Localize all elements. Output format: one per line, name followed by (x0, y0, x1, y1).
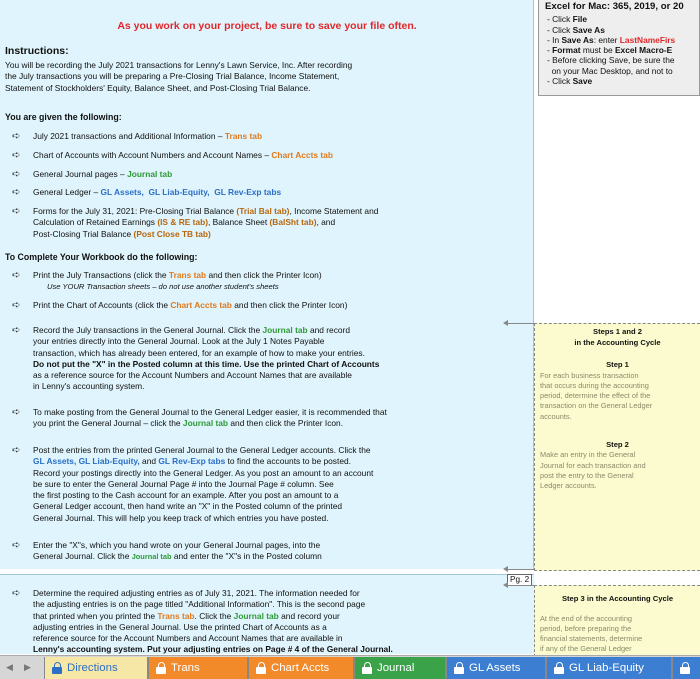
step-text: reference source for the Account Numbers and Account Names that are available in (33, 633, 343, 644)
lock-icon (454, 662, 464, 674)
trans-tab-link[interactable]: Trans tab (157, 610, 195, 621)
step2-line: Journal for each transaction and (540, 460, 646, 470)
instructions-text (5, 60, 445, 94)
save-box-text: LastNameFirs (619, 34, 676, 45)
save-box-text: - Before clicking Save, be sure the (547, 55, 675, 66)
given-heading: You are given the following: (5, 112, 122, 122)
arrow-bullet-icon: ➪ (12, 325, 21, 336)
given-item-text: , Income Statement and (289, 206, 379, 217)
step-text: you print the General Journal – click the (33, 418, 183, 429)
arrow-bullet-icon: ➪ (12, 445, 21, 456)
chart-accts-tab-link[interactable]: Chart Accts tab (170, 300, 232, 310)
tab-label: Chart Accts (271, 662, 330, 674)
journal-tab-link[interactable]: Journal tab (131, 552, 172, 562)
tab-journal[interactable] (354, 657, 446, 679)
save-box-text: - In (547, 34, 562, 45)
connector-arrow-icon (503, 582, 508, 588)
connector-line (507, 323, 535, 324)
tab-directions[interactable] (44, 657, 148, 679)
step-text: Enter the "X"s, which you hand wrote on your General Journal pages, into the (33, 540, 321, 550)
arrow-bullet-icon: ➪ (12, 540, 21, 551)
page2-panel (0, 574, 534, 654)
step-text: General Journal. This will help you keep track of which entries you have posted. (33, 512, 329, 523)
lock-icon (52, 662, 62, 674)
lock-icon (362, 662, 372, 674)
tab-gl-liab-equity[interactable] (546, 657, 672, 679)
step2-text (535, 450, 695, 491)
step1-line: For each business transaction (540, 370, 639, 380)
step-record-transactions (12, 325, 472, 393)
step-text: Determine the required adjusting entries as of July 31, 2021. The information needed for (33, 588, 360, 598)
tab-label: Journal (377, 662, 415, 674)
complete-heading: To Complete Your Workbook do the following: (5, 252, 198, 262)
tab-label: GL Liab-Equity (569, 662, 644, 674)
arrow-bullet-icon: ➪ (12, 407, 21, 418)
step1-line: that occurs during the accounting (540, 380, 649, 390)
arrow-bullet-icon: ➪ (12, 187, 21, 199)
instructions-line: Statement of Stockholders' Equity, Balance Sheet, and Post-Closing Trial Balance. (5, 82, 311, 93)
save-box-text: - Click (547, 14, 573, 25)
step-text: Post the entries from the printed General Journal to the General Ledger accounts. Click the (33, 445, 371, 455)
step-text: and then click the Printer Icon) (231, 300, 348, 310)
tab-chart-accts[interactable] (248, 657, 354, 679)
save-box-text: Save As (561, 34, 594, 45)
given-item-text: Forms for the July 31, 2021: Pre-Closing Trial Balance (33, 206, 237, 217)
tab-label: GL Assets (469, 662, 521, 674)
lock-icon (680, 662, 690, 674)
arrow-bullet-icon: ➪ (12, 131, 21, 142)
step3-line: if any of the General Ledger (540, 644, 632, 654)
given-item (12, 131, 512, 142)
given-item-text: July 2021 transactions and Additional Information – (33, 131, 225, 141)
journal-tab-link[interactable]: Journal tab (127, 168, 173, 179)
post-close-tb-tab-link[interactable]: (Post Close TB tab) (133, 228, 211, 239)
step2-title: Step 2 (606, 439, 629, 449)
step-text: . Click the (194, 610, 234, 621)
step2-line: post the entry to the General (540, 471, 634, 481)
tab-gl-assets[interactable] (446, 657, 546, 679)
steps-box-title: Step 3 in the Accounting Cycle (561, 594, 674, 603)
step3-text (535, 614, 695, 655)
step-text: To make posting from the General Journal to the General Ledger easier, it is recommended that (33, 407, 387, 417)
step-text: to find the accounts to be posted. (225, 456, 351, 467)
given-item (12, 187, 512, 198)
step-text: be sure to enter the General Journal Page # into the Journal Page # column. See (33, 478, 334, 489)
given-list (12, 131, 512, 248)
step-enter-x (12, 540, 472, 563)
given-item-text: General Ledger – (33, 187, 101, 198)
step-text: and enter the "X"s in the Posted column (171, 551, 322, 562)
step-adjusting-entries (12, 588, 472, 654)
step-post-entries (12, 445, 472, 524)
save-warning: As you work on your project, be sure to save your file often. (117, 20, 417, 32)
step-print-transactions (12, 270, 472, 293)
step-text: adjusting entries in the General Journal. Use the printed Chart of Accounts as a (33, 621, 327, 632)
journal-tab-link[interactable]: Journal tab (233, 610, 279, 621)
gl-rev-exp-link[interactable]: GL Rev-Exp tabs (214, 187, 282, 198)
step3-line: financial statements, determine (540, 634, 643, 644)
step-text: Record your postings directly into the General Ledger. As you post an amount to an account (33, 467, 374, 478)
step-print-journal (12, 407, 472, 430)
tab-label: Trans (171, 662, 200, 674)
step-text: the first posting to the Cash account for an example. After you post an amount to a (33, 490, 339, 501)
given-item-text: , Balance Sheet (208, 217, 270, 228)
trans-tab-link[interactable]: Trans tab (168, 270, 207, 280)
step1-line: transaction on the General Ledger (540, 401, 653, 411)
journal-tab-link[interactable]: Journal tab (182, 418, 229, 429)
given-item (12, 150, 512, 161)
step1-title: Step 1 (606, 360, 629, 369)
save-box-text: Excel Macro-E (614, 45, 673, 56)
tab-scroll-right-icon[interactable]: ▶ (24, 662, 31, 672)
instructions-heading: Instructions: (5, 45, 69, 57)
step-text: and (139, 456, 159, 467)
step3-line: period, before preparing the (540, 623, 632, 633)
tab-trans[interactable] (148, 657, 248, 679)
step-text: as a reference source for the Account Numbers and Account Names that are available (33, 370, 352, 381)
step1-line: period, determine the effect of the (540, 391, 651, 401)
step-text: Print the Chart of Accounts (click the (33, 300, 171, 310)
save-box-title: Excel for Mac: 365, 2019, or 20 (545, 1, 684, 12)
arrow-bullet-icon: ➪ (12, 270, 21, 281)
trans-tab-link[interactable]: Trans tab (224, 131, 263, 141)
step-text: transaction, which has already been entered, for an example of how to make your entries. (33, 347, 365, 358)
connector-line (507, 569, 535, 570)
connector-arrow-icon (503, 566, 508, 572)
lock-icon (156, 662, 166, 674)
save-instructions-box (538, 0, 700, 96)
save-box-text: File (572, 14, 588, 25)
journal-tab-link[interactable]: Journal tab (262, 325, 308, 335)
page-number-label: Pg. 2 (507, 574, 532, 586)
sheet-tab-bar (0, 655, 700, 679)
step-print-chart (12, 300, 472, 311)
step-text: and record your (278, 610, 340, 621)
steps-box-title: in the Accounting Cycle (574, 337, 661, 347)
step2-line: Ledger accounts. (540, 481, 597, 491)
arrow-bullet-icon: ➪ (12, 206, 21, 218)
given-item (12, 169, 512, 180)
step-text: in Lenny's accounting system. (33, 381, 145, 392)
save-box-text: - Click (547, 24, 573, 35)
step-text: your entries directly into the General Journal. Look at the July 1 Notes Payable (33, 336, 325, 347)
step-text: General Ledger account, then hand write an "X" in the Posted column of the printed (33, 501, 343, 512)
step-text: Do not put the "X" in the Posted column at this time. Use the printed Chart of Accounts (33, 358, 380, 369)
step-text: that printed when you printed the (33, 610, 158, 621)
step-note: Use YOUR Transaction sheets – do not use another student's sheets (47, 282, 279, 292)
step-text: and then click the Printer Icon) (206, 270, 322, 280)
tab-label: Directions (67, 662, 118, 674)
step-text: General Journal. Click the (33, 551, 132, 562)
save-box-text: - Click (547, 76, 573, 87)
gl-liab-equity-link[interactable]: GL Liab-Equity, (148, 187, 210, 198)
step-text: and record (307, 325, 351, 335)
given-item-text: General Journal pages – (33, 168, 128, 179)
gl-assets-link[interactable]: GL Assets, (100, 187, 144, 198)
chart-accts-tab-link[interactable]: Chart Accts tab (271, 149, 333, 160)
save-box-text: on your Mac Desktop, and not to (547, 65, 673, 76)
trial-bal-tab-link[interactable]: (Trial Bal tab) (236, 206, 290, 217)
arrow-bullet-icon: ➪ (12, 149, 21, 161)
arrow-bullet-icon: ➪ (12, 588, 21, 599)
connector-arrow-icon (503, 320, 508, 326)
given-item-text: Chart of Accounts with Account Numbers and Account Names – (33, 149, 272, 160)
save-box-text: Save (572, 76, 593, 87)
lock-icon (256, 662, 266, 674)
tab-scroll-left-icon[interactable]: ◀ (6, 662, 13, 672)
steps-1-2-box (534, 323, 700, 571)
save-box-text: Format (552, 45, 581, 56)
step-text: Record the July transactions in the General Journal. Click the (33, 325, 263, 335)
is-re-tab-link[interactable]: (IS & RE tab) (157, 217, 209, 228)
instructions-line: the July transactions you will be preparing a Pre-Closing Trial Balance, Income Statement, (5, 71, 340, 82)
connector-line (507, 585, 535, 586)
gl-rev-exp-link[interactable]: GL Rev-Exp tabs (158, 456, 226, 467)
given-item-text: , and (316, 217, 336, 228)
save-box-text: - (547, 45, 553, 56)
given-item (12, 206, 512, 240)
tab-next-partial[interactable] (672, 657, 700, 679)
steps-box-title: Steps 1 and 2 (593, 327, 642, 336)
step-text: and then click the Printer Icon. (228, 418, 344, 429)
save-box-text: : enter (593, 34, 620, 45)
balsht-tab-link[interactable]: (BalSht tab) (269, 217, 317, 228)
given-item-text: Calculation of Retained Earnings (33, 217, 158, 228)
step-text: the adjusting entries is on the page titled "Additional Information". This is the second page (33, 599, 366, 610)
step1-text (535, 371, 695, 422)
lock-icon (554, 662, 564, 674)
arrow-bullet-icon: ➪ (12, 168, 21, 180)
given-item-text: Post-Closing Trial Balance (33, 228, 134, 239)
step3-line: At the end of the accounting (540, 613, 633, 623)
save-box-text: Save As (572, 24, 605, 35)
arrow-bullet-icon: ➪ (12, 300, 21, 311)
gl-links[interactable]: GL Assets, GL Liab-Equity, (33, 456, 140, 467)
step-text: Print the July Transactions (click the (33, 270, 169, 280)
step2-line: Make an entry in the General (540, 450, 636, 460)
instructions-line: You will be recording the July 2021 transactions for Lenny's Lawn Service, Inc. After recording (5, 60, 353, 70)
step-3-box (534, 585, 700, 657)
step-text: Lenny's accounting system. Put your adjusting entries on Page # 4 of the General Journal. (33, 644, 393, 654)
save-box-text: must be (580, 45, 615, 56)
step1-line: accounts. (540, 411, 572, 421)
